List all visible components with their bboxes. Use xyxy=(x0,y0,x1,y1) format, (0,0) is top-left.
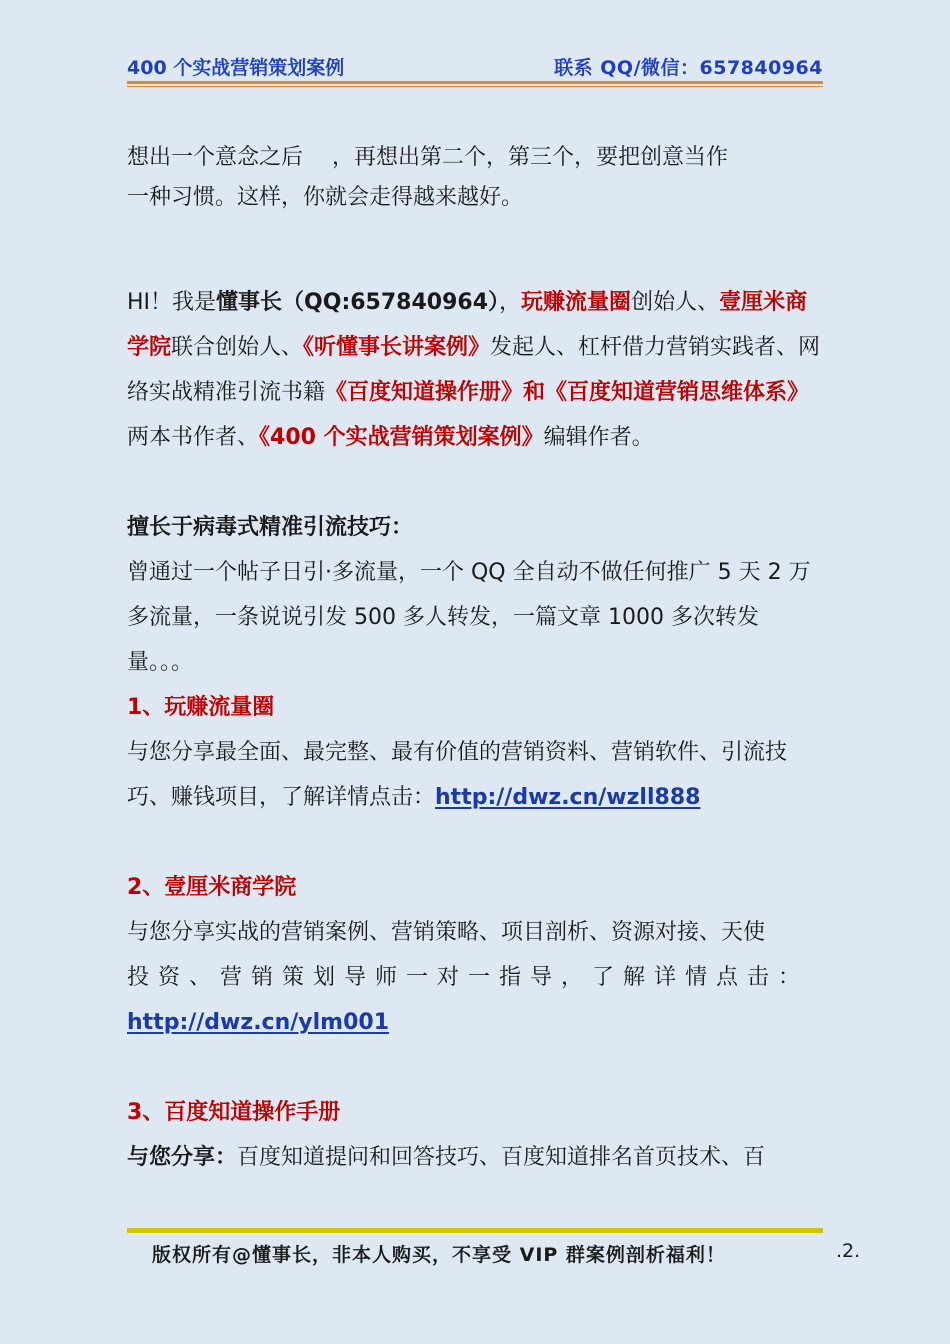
item1-text: 与您分享最全面、最完整、最有价值的营销资料、营销软件、引流技巧、赚钱项目，了解详情点击：http://dwz.cn/wzll888 xyxy=(127,740,788,810)
item3-title: 3、百度知道操作手册 xyxy=(127,1100,341,1125)
item2-link[interactable]: http://dwz.cn/ylm001 xyxy=(127,1010,390,1035)
footer-rule xyxy=(127,1228,823,1233)
item3-text: 与您分享：百度知道提问和回答技巧、百度知道排名首页技术、百 xyxy=(127,1145,766,1170)
author-name: 懂事长（QQ:657840964） xyxy=(216,290,500,315)
page-body xyxy=(127,138,823,1180)
header-title: 400 个实战营销策划案例 xyxy=(127,57,345,79)
footer-copyright: 版权所有@懂事长，非本人购买，不享受 VIP 群案例剖析福利！ xyxy=(152,1244,726,1266)
item2-title: 2、壹厘米商学院 xyxy=(127,875,297,900)
intro-paragraph: HI！我是懂事长（QQ:657840964），玩赚流量圈创始人、壹厘米商学院联合创始人、《听懂事长讲案例》发起人、杠杆借力营销实践者、网络实战精准引流书籍《百度知道操作册》和《百度知道营销思维体系》两本书作者、《400 个实战营销策划案例》编辑作者。 xyxy=(127,290,821,450)
item1-title: 1、玩赚流量圈 xyxy=(127,695,275,720)
skills-text: 曾通过一个帖子日引·多流量，一个 QQ 全自动不做任何推广 5 天 2 万多流量，一条说说引发 500 多人转发，一篇文章 1000 多次转发量。。。 xyxy=(127,560,811,675)
opening-paragraph: 想出一个意念之后 ，再想出第二个，第三个，要把创意当作 一种习惯。这样，你就会走得越来越好。 xyxy=(127,145,728,210)
item1-link[interactable]: http://dwz.cn/wzll888 xyxy=(435,785,701,810)
page-number: .2. xyxy=(836,1240,861,1262)
item2-text: 与您分享实战的营销案例、营销策略、项目剖析、资源对接、天使 投资、营销策划导师一对一指导，了解详情点击： http://dwz.cn/ylm001 xyxy=(127,920,810,1035)
header-rule xyxy=(127,81,823,84)
skills-heading: 擅长于病毒式精准引流技巧： xyxy=(127,515,414,540)
header-contact: 联系 QQ/微信：657840964 xyxy=(554,57,823,79)
header-rule-thin xyxy=(127,86,823,87)
page-header xyxy=(127,53,823,81)
